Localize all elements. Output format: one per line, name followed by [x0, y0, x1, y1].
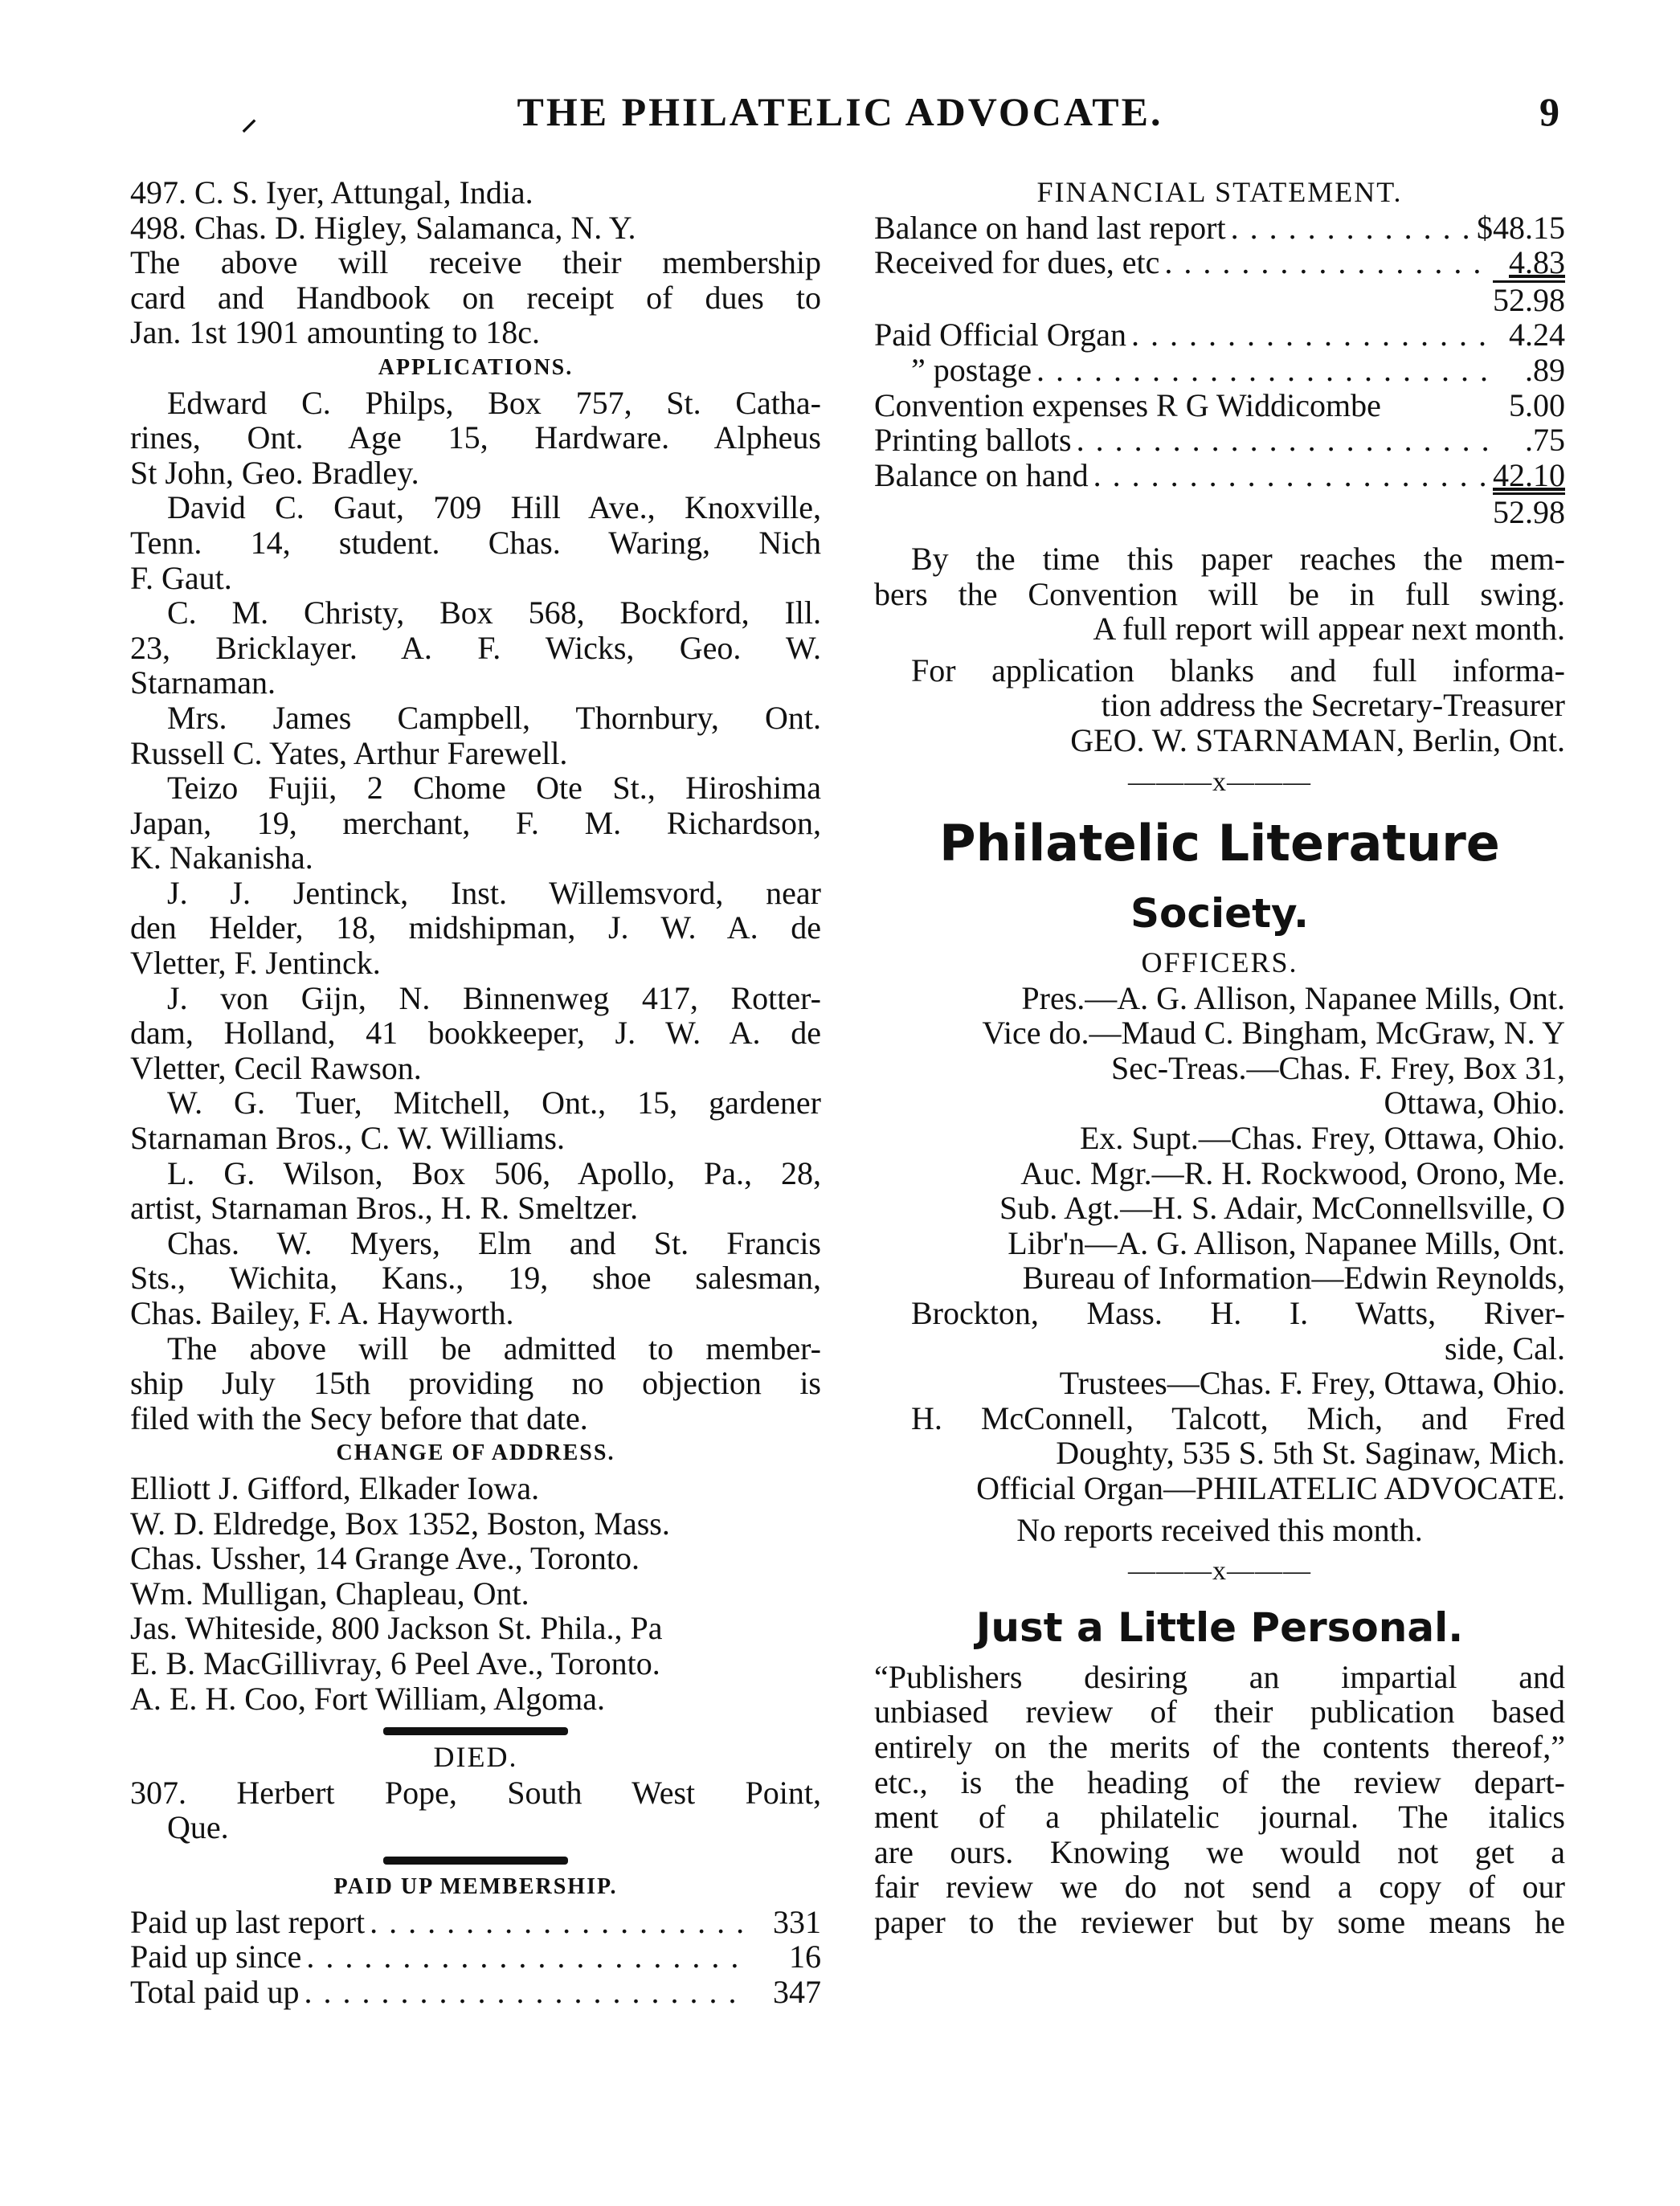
text-line: bers the Convention will be in full swing.	[874, 575, 1565, 612]
finance-value: 5.00	[1509, 386, 1565, 423]
page-number: 9	[1539, 89, 1559, 134]
running-title: THE PHILATELIC ADVOCATE.	[517, 89, 1163, 134]
officer-line: H. McConnell, Talcott, Mich, and Fred	[911, 1399, 1565, 1436]
text-line: By the time this paper reaches the mem-	[911, 540, 1565, 577]
subtotal-row	[874, 280, 1565, 318]
finance-label: Balance on hand last report	[874, 209, 1226, 246]
text-line: paper to the reviewer but by some means he	[874, 1903, 1565, 1940]
paid-label: Paid up last report	[130, 1903, 366, 1940]
separator: ———x———	[1128, 766, 1311, 797]
finance-row	[874, 388, 1565, 423]
finance-label: Balance on hand	[874, 456, 1089, 493]
text-line: Russell C. Yates, Arthur Farewell.	[130, 734, 568, 771]
text-line: Japan, 19, merchant, F. M. Richardson,	[130, 804, 821, 841]
paid-value: 16	[789, 1938, 821, 1975]
text-line: Teizo Fujii, 2 Chome Ote St., Hiroshima	[167, 770, 821, 807]
text-line: ment of a philatelic journal. The italics	[874, 1799, 1565, 1836]
text-line: A full report will appear next month.	[1093, 611, 1565, 648]
paid-up-heading: PAID UP MEMBERSHIP.	[333, 1873, 618, 1899]
text-line: The above will receive their membership	[130, 244, 821, 281]
text-line: For application blanks and full informa-	[911, 652, 1565, 688]
text-line: L. G. Wilson, Box 506, Apollo, Pa., 28,	[167, 1154, 821, 1191]
leader-dots	[1131, 317, 1488, 353]
officer-line: Ex. Supt.—Chas. Frey, Ottawa, Ohio.	[1079, 1120, 1565, 1157]
left-column	[130, 175, 821, 2009]
officer-line: Sub. Agt.—H. S. Adair, McConnellsville, O	[999, 1190, 1565, 1227]
section-rule	[383, 1727, 568, 1735]
paid-row	[130, 1905, 821, 1940]
officer-line: side, Cal.	[1445, 1330, 1565, 1366]
separator: ———x———	[1128, 1556, 1311, 1587]
text-line: A. E. H. Coo, Fort William, Algoma.	[130, 1680, 605, 1717]
text-line: rines, Ont. Age 15, Hardware. Alpheus	[130, 419, 821, 456]
finance-row	[874, 245, 1565, 280]
leader-dots	[1164, 245, 1488, 280]
subtotal-value: 52.98	[1493, 281, 1565, 318]
finance-row	[874, 317, 1565, 353]
text-line: Edward C. Philps, Box 757, St. Catha-	[167, 384, 821, 421]
paid-row	[130, 1975, 821, 2010]
finance-row	[874, 353, 1565, 388]
section-rule	[383, 1857, 568, 1865]
finance-label: ” postage	[911, 351, 1032, 388]
officer-line: Vice do.—Maud C. Bingham, McGraw, N. Y	[982, 1015, 1565, 1052]
text-line: 498. Chas. D. Higley, Salamanca, N. Y.	[130, 209, 636, 246]
text-line: Vletter, F. Jentinck.	[130, 945, 381, 982]
paid-row	[130, 1939, 821, 1975]
finance-value: 4.24	[1509, 317, 1565, 353]
leader-dots	[306, 1939, 744, 1975]
officer-line: Libr'n—A. G. Allison, Napanee Mills, Ont.	[1008, 1224, 1565, 1261]
finance-row	[874, 458, 1565, 493]
text-line: Mrs. James Campbell, Thornbury, Ont.	[167, 699, 821, 736]
text-line: dam, Holland, 41 bookkeeper, J. W. A. de	[130, 1015, 821, 1052]
text-line: W. G. Tuer, Mitchell, Ont., 15, gardener	[167, 1085, 821, 1121]
text-line: The above will be admitted to member-	[167, 1330, 821, 1366]
died-heading: DIED.	[433, 1741, 518, 1774]
change-of-address-heading: CHANGE OF ADDRESS.	[336, 1440, 615, 1466]
finance-label: Printing ballots	[874, 422, 1072, 459]
text-line: filed with the Secy before that date.	[130, 1399, 588, 1436]
text-line: W. D. Eldredge, Box 1352, Boston, Mass.	[130, 1505, 670, 1542]
officer-line: Bureau of Information—Edwin Reynolds,	[1022, 1260, 1565, 1297]
officers-heading: OFFICERS.	[1141, 946, 1298, 979]
text-line: Jas. Whiteside, 800 Jackson St. Phila., Pa	[130, 1610, 663, 1647]
right-column	[874, 175, 1565, 1940]
leader-dots	[370, 1905, 744, 1940]
text-line: Starnaman.	[130, 664, 276, 701]
officer-line: Doughty, 535 S. 5th St. Saginaw, Mich.	[1056, 1435, 1565, 1472]
finance-value: .75	[1525, 422, 1565, 459]
finance-row	[874, 423, 1565, 458]
text-line: C. M. Christy, Box 568, Bockford, Ill.	[167, 594, 821, 631]
text-line: unbiased review of their publication based	[874, 1693, 1565, 1730]
finance-value: $48.15	[1477, 209, 1565, 246]
society-title: Philatelic Literature	[939, 814, 1500, 873]
paid-label: Paid up since	[130, 1938, 302, 1975]
text-line: St John, Geo. Bradley.	[130, 454, 419, 491]
officer-line: Ottawa, Ohio.	[1384, 1085, 1565, 1121]
text-line: Jan. 1st 1901 amounting to 18c.	[130, 314, 540, 351]
leader-dots	[1077, 423, 1488, 458]
finance-label: Received for dues, etc	[874, 244, 1160, 281]
finance-row	[874, 210, 1565, 246]
text-line: etc., is the heading of the review depart-	[874, 1763, 1565, 1800]
total-value: 52.98	[1493, 494, 1565, 531]
text-line: 307. Herbert Pope, South West Point,	[130, 1774, 821, 1811]
text-line: entirely on the merits of the contents thereof,”	[874, 1728, 1565, 1765]
officer-line: Auc. Mgr.—R. H. Rockwood, Orono, Me.	[1020, 1154, 1565, 1191]
text-line: “Publishers desiring an impartial and	[874, 1658, 1565, 1695]
text-line: Elliott J. Gifford, Elkader Iowa.	[130, 1469, 540, 1506]
text-line: Que.	[167, 1809, 229, 1846]
text-line: Chas. Ussher, 14 Grange Ave., Toronto.	[130, 1540, 640, 1577]
text-line: Chas. Bailey, F. A. Hayworth.	[130, 1295, 514, 1331]
text-line: GEO. W. STARNAMAN, Berlin, Ont.	[1070, 721, 1565, 758]
text-line: 497. C. S. Iyer, Attungal, India.	[130, 174, 533, 210]
text-line: Wm. Mulligan, Chapleau, Ont.	[130, 1575, 529, 1612]
paid-value: 347	[773, 1973, 821, 2010]
leader-dots	[1093, 458, 1488, 493]
text-line: tion address the Secretary-Treasurer	[1101, 687, 1565, 724]
page-header	[0, 88, 1680, 145]
no-reports-note: No reports received this month.	[1016, 1511, 1423, 1548]
text-line: Chas. W. Myers, Elm and St. Francis	[167, 1224, 821, 1261]
text-line: J. von Gijn, N. Binnenweg 417, Rotter-	[167, 979, 821, 1016]
finance-value: .89	[1525, 351, 1565, 388]
text-line: card and Handbook on receipt of dues to	[130, 279, 821, 316]
leader-dots	[1231, 210, 1472, 246]
leader-dots	[1036, 353, 1488, 388]
text-line: ship July 15th providing no objection is	[130, 1365, 821, 1402]
text-line: Starnaman Bros., C. W. Williams.	[130, 1120, 565, 1157]
finance-label: Paid Official Organ	[874, 317, 1127, 353]
text-line: 23, Bricklayer. A. F. Wicks, Geo. W.	[130, 629, 821, 666]
text-line: den Helder, 18, midshipman, J. W. A. de	[130, 909, 821, 946]
text-line: Tenn. 14, student. Chas. Waring, Nich	[130, 524, 821, 561]
finance-label: Convention expenses R G Widdicombe	[874, 386, 1381, 423]
financial-heading: FINANCIAL STATEMENT.	[1036, 176, 1403, 208]
text-line: are ours. Knowing we would not get a	[874, 1833, 1565, 1870]
finance-value: 4.83	[1509, 244, 1565, 281]
text-line: artist, Starnaman Bros., H. R. Smeltzer.	[130, 1190, 639, 1227]
text-line: David C. Gaut, 709 Hill Ave., Knoxville,	[167, 489, 821, 526]
applications-heading: APPLICATIONS.	[378, 354, 574, 380]
officer-line: Official Organ—PHILATELIC ADVOCATE.	[976, 1470, 1565, 1506]
finance-value: 42.10	[1493, 456, 1565, 493]
text-line: Sts., Wichita, Kans., 19, shoe salesman,	[130, 1260, 821, 1297]
officer-line: Sec-Treas.—Chas. F. Frey, Box 31,	[1111, 1049, 1565, 1086]
paid-value: 331	[773, 1903, 821, 1940]
text-line: K. Nakanisha.	[130, 840, 313, 876]
text-line: F. Gaut.	[130, 559, 232, 596]
personal-title: Just a Little Personal.	[975, 1603, 1464, 1651]
officer-line: Pres.—A. G. Allison, Napanee Mills, Ont.	[1021, 979, 1565, 1016]
officer-line: Brockton, Mass. H. I. Watts, River-	[911, 1295, 1565, 1332]
header-mark: ⸝	[241, 100, 257, 137]
text-line: E. B. MacGillivray, 6 Peel Ave., Toronto.	[130, 1644, 660, 1681]
text-line: J. J. Jentinck, Inst. Willemsvord, near	[167, 874, 821, 911]
officer-line: Trustees—Chas. F. Frey, Ottawa, Ohio.	[1059, 1365, 1565, 1402]
text-line: Vletter, Cecil Rawson.	[130, 1049, 422, 1086]
paid-label: Total paid up	[130, 1973, 300, 2010]
leader-dots	[305, 1975, 745, 2010]
text-line: fair review we do not send a copy of our	[874, 1869, 1565, 1906]
total-row	[874, 492, 1565, 530]
society-title-2: Society.	[1130, 890, 1309, 938]
